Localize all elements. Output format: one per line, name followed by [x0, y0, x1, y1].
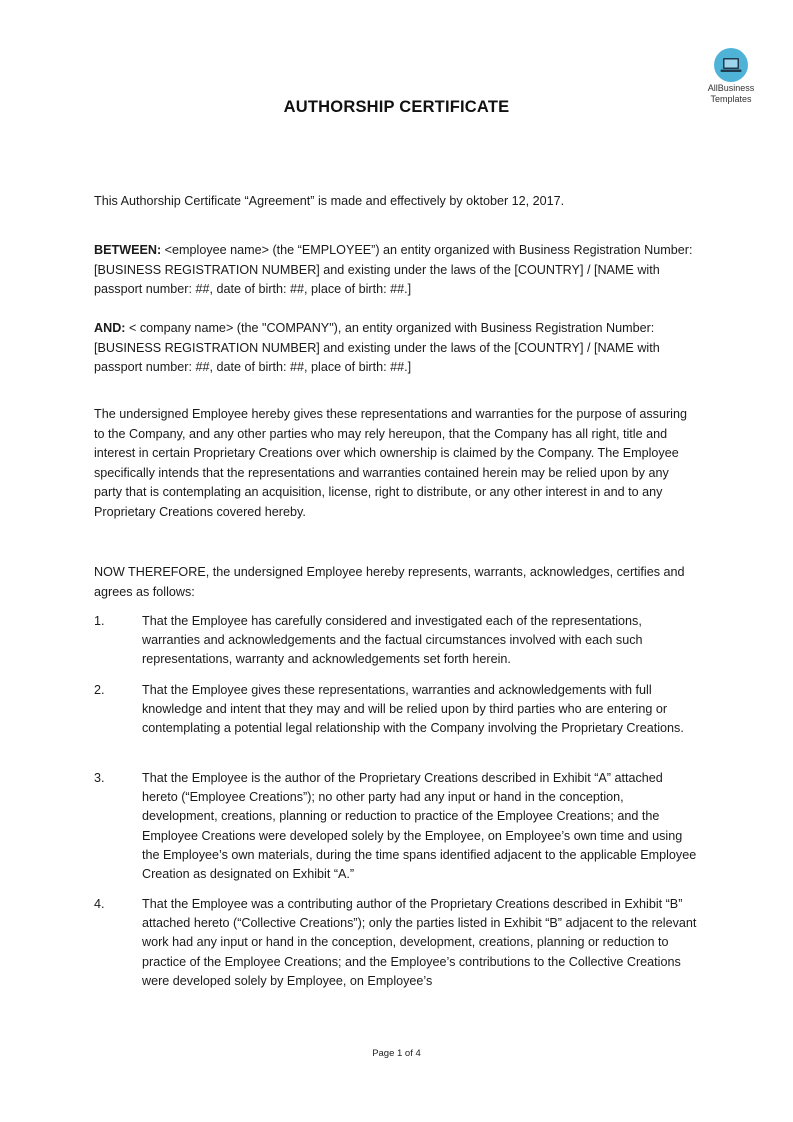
page-number: Page 1 of 4	[372, 1048, 421, 1059]
between-text: <employee name> (the “EMPLOYEE”) an entity organized with Business Registration Number: [BUSINESS REGISTRATION NUMBER] and existing under the laws of the [COUNTRY] / [NAME with passport number: ##, date of birth: ##, place of birth: ##.]	[94, 243, 693, 296]
laptop-icon	[714, 48, 748, 82]
representations-paragraph: The undersigned Employee hereby gives these representations and warranties for the purpose of assuring to the Company, and any other parties who may rely hereupon, that the Company has all right, title and interest in certain Proprietary Creations over which ownership is claimed by the Company. The Employee specifically intends that the representations and warranties contained herein may be relied upon by any party that is contemplating an acquisition, license, right to distribute, or any other interest in and to any Proprietary Creations covered hereby.	[94, 407, 687, 519]
list-item-number: 4.	[94, 897, 105, 911]
logo-text-line2: Templates	[710, 94, 752, 104]
list-item-text: That the Employee gives these representations, warranties and acknowledgements with full knowledge and intent that they may and will be relied upon by third parties who are entering or contemplating a potential legal relationship with the Company involving the Proprietary Creations.	[142, 683, 684, 736]
and-text: < company name> (the "COMPANY"), an entity organized with Business Registration Number: [BUSINESS REGISTRATION NUMBER] and existing under the laws of the [COUNTRY] / [NAME with passport number: ##, date of birth: ##, place of birth: ##.]	[94, 321, 660, 374]
document-title: AUTHORSHIP CERTIFICATE	[283, 98, 510, 116]
now-therefore-paragraph: NOW THEREFORE, the undersigned Employee hereby represents, warrants, acknowledges, certifies and agrees as follows:	[94, 565, 685, 599]
and-paragraph	[94, 319, 700, 378]
allbusiness-templates-logo	[700, 48, 762, 104]
between-label: BETWEEN:	[94, 243, 162, 257]
and-label: AND:	[94, 321, 126, 335]
list-item-text: That the Employee was a contributing author of the Proprietary Creations described in Exhibit “B” attached hereto (“Collective Creations”); only the parties listed in Exhibit “B” adjacent to the relevant work had any input or hand in the conception, development, creations, planning or reduction to practice of the Employee Creations; and the Employee’s contributions to the Collective Creations were developed solely by Employee, on Employee’s	[142, 897, 697, 988]
list-item-text: That the Employee is the author of the Proprietary Creations described in Exhibit “A” attached hereto (“Employee Creations”); no other party had any input or hand in the conception, development, creations, planning or reduction to practice of the Employee Creations; and the Employee Creations were developed solely by the Employee, on Employee’s own time and using the Employee’s own materials, during the time spans identified adjacent to the applicable Employee Creation as designated on Exhibit “A.”	[142, 771, 697, 882]
list-item-number: 2.	[94, 683, 105, 697]
logo-text-line1: AllBusiness	[707, 83, 755, 93]
intro-paragraph: This Authorship Certificate “Agreement” is made and effectively by oktober 12, 2017.	[94, 194, 565, 208]
between-paragraph	[94, 241, 700, 300]
list-item-text: That the Employee has carefully considered and investigated each of the representations, warranties and acknowledgements and the factual circumstances involved with each such representations, warranty and acknowledgements set forth herein.	[142, 614, 643, 667]
list-item-number: 3.	[94, 771, 105, 785]
list-item-number: 1.	[94, 614, 105, 628]
